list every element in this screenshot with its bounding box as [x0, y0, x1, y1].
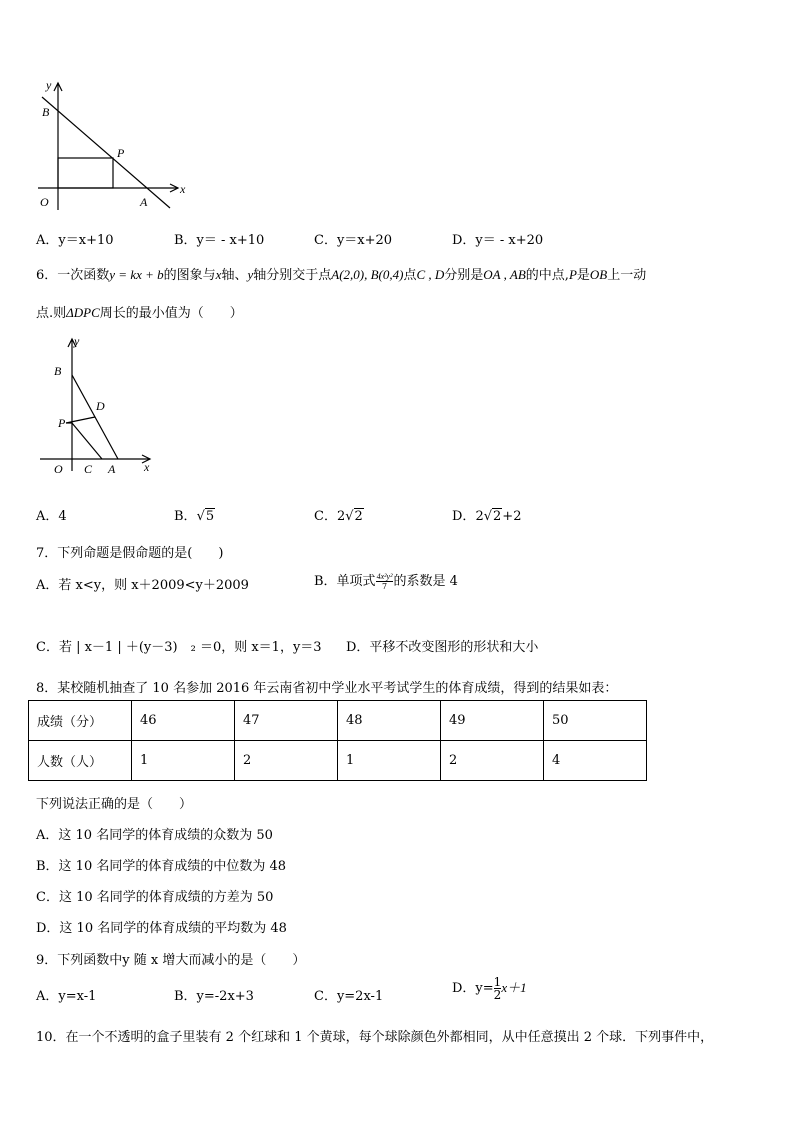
table-cell: 49: [441, 701, 544, 741]
label-b: B: [54, 364, 62, 378]
q7-option-a[interactable]: A．若 x<y，则 x＋2009<y＋2009: [36, 578, 249, 593]
q8-stem: 8．某校随机抽查了 10 名参加 2016 年云南省初中学业水平考试学生的体育成绩，得到的结果如表：: [36, 681, 618, 696]
label-b: B: [42, 105, 50, 119]
table-row: [29, 701, 647, 741]
q5-option-c[interactable]: C．y＝x+20: [314, 233, 393, 248]
label-o: O: [40, 195, 49, 209]
table-cell: 人数（人）: [29, 741, 132, 781]
q8-option-b[interactable]: B．这 10 名同学的体育成绩的中位数为 48: [36, 859, 287, 874]
label-x: x: [144, 460, 150, 474]
table-row: [29, 741, 647, 781]
table-cell: 47: [235, 701, 338, 741]
label-d: D: [96, 399, 105, 413]
q6-option-d[interactable]: D．2√2+2: [452, 509, 522, 524]
q5-option-a[interactable]: A．y＝x+10: [36, 233, 114, 248]
q5-option-d[interactable]: D．y＝ - x+20: [452, 233, 544, 248]
q6-stem-line1: 6．一次函数y = kx + b的图象与x轴、y轴分别交于点A(2,0), B(0,4)点C , D分别是OA , AB的中点,P是OB上一动: [36, 267, 647, 283]
table-cell: 48: [338, 701, 441, 741]
q6-option-a[interactable]: A．4: [36, 509, 67, 524]
label-a: A: [140, 195, 148, 209]
table-cell: 2: [235, 741, 338, 781]
q7-option-b[interactable]: B．单项式 $\frac{\text{4x²y²}}{7}$ 的系数是 4: [314, 572, 458, 591]
monomial-fraction: $\frac{\text{4x²y²}}{7}$: [376, 572, 393, 591]
q8-question: 下列说法正确的是（ ）: [36, 797, 193, 812]
table-cell: 成绩（分）: [29, 701, 132, 741]
label-y: y: [74, 335, 80, 348]
q9-option-d[interactable]: D．y= $\frac{1}{2}$ x＋1: [452, 975, 527, 1002]
label-x: x: [180, 182, 186, 196]
q8-option-a[interactable]: A．这 10 名同学的体育成绩的众数为 50: [36, 828, 273, 843]
table-cell: 1: [132, 741, 235, 781]
q6-stem-line2: 点.则ΔDPC周长的最小值为（ ）: [36, 305, 243, 321]
q9-option-b[interactable]: B．y=-2x+3: [174, 989, 254, 1004]
figure-triangle: [36, 335, 166, 480]
label-a: A: [108, 462, 116, 476]
q7-option-c[interactable]: C．若 | x－1 | ＋(y－3) ₂ ＝0，则 x＝1，y＝3: [36, 640, 322, 655]
figure-line-rectangle: [30, 75, 200, 215]
table-cell: 4: [544, 741, 647, 781]
line-ab: [42, 97, 170, 208]
label-p: P: [117, 146, 125, 160]
table-cell: 46: [132, 701, 235, 741]
q9-option-a[interactable]: A．y=x-1: [36, 989, 97, 1004]
segment-pc: [72, 423, 102, 459]
label-c: C: [84, 462, 93, 476]
q8-option-c[interactable]: C．这 10 名同学的体育成绩的方差为 50: [36, 890, 274, 905]
score-table: [28, 700, 647, 781]
q5-option-b[interactable]: B．y＝ - x+10: [174, 233, 265, 248]
label-o: O: [54, 462, 63, 476]
segment-pd: [66, 417, 95, 423]
q7-option-d[interactable]: D．平移不改变图形的形状和大小: [346, 640, 539, 655]
q9-stem: 9．下列函数中y 随 x 增大而减小的是（ ）: [36, 953, 306, 968]
label-p: P: [58, 416, 66, 430]
label-y: y: [46, 78, 52, 92]
table-cell: 50: [544, 701, 647, 741]
q7-stem: 7．下列命题是假命题的是( ): [36, 546, 224, 561]
rectangle: [58, 158, 113, 188]
half-fraction: $\frac{1}{2}$: [493, 975, 502, 1002]
q9-option-c[interactable]: C．y=2x-1: [314, 989, 384, 1004]
table-cell: 2: [441, 741, 544, 781]
table-cell: 1: [338, 741, 441, 781]
q10-stem: 10．在一个不透明的盒子里装有 2 个红球和 1 个黄球，每个球除颜色外都相同，从中任意摸出 2 个球．下列事件中，: [36, 1030, 714, 1045]
q8-option-d[interactable]: D．这 10 名同学的体育成绩的平均数为 48: [36, 921, 287, 936]
q6-option-b[interactable]: B．√5: [174, 509, 215, 524]
q6-option-c[interactable]: C．2√2: [314, 509, 363, 524]
